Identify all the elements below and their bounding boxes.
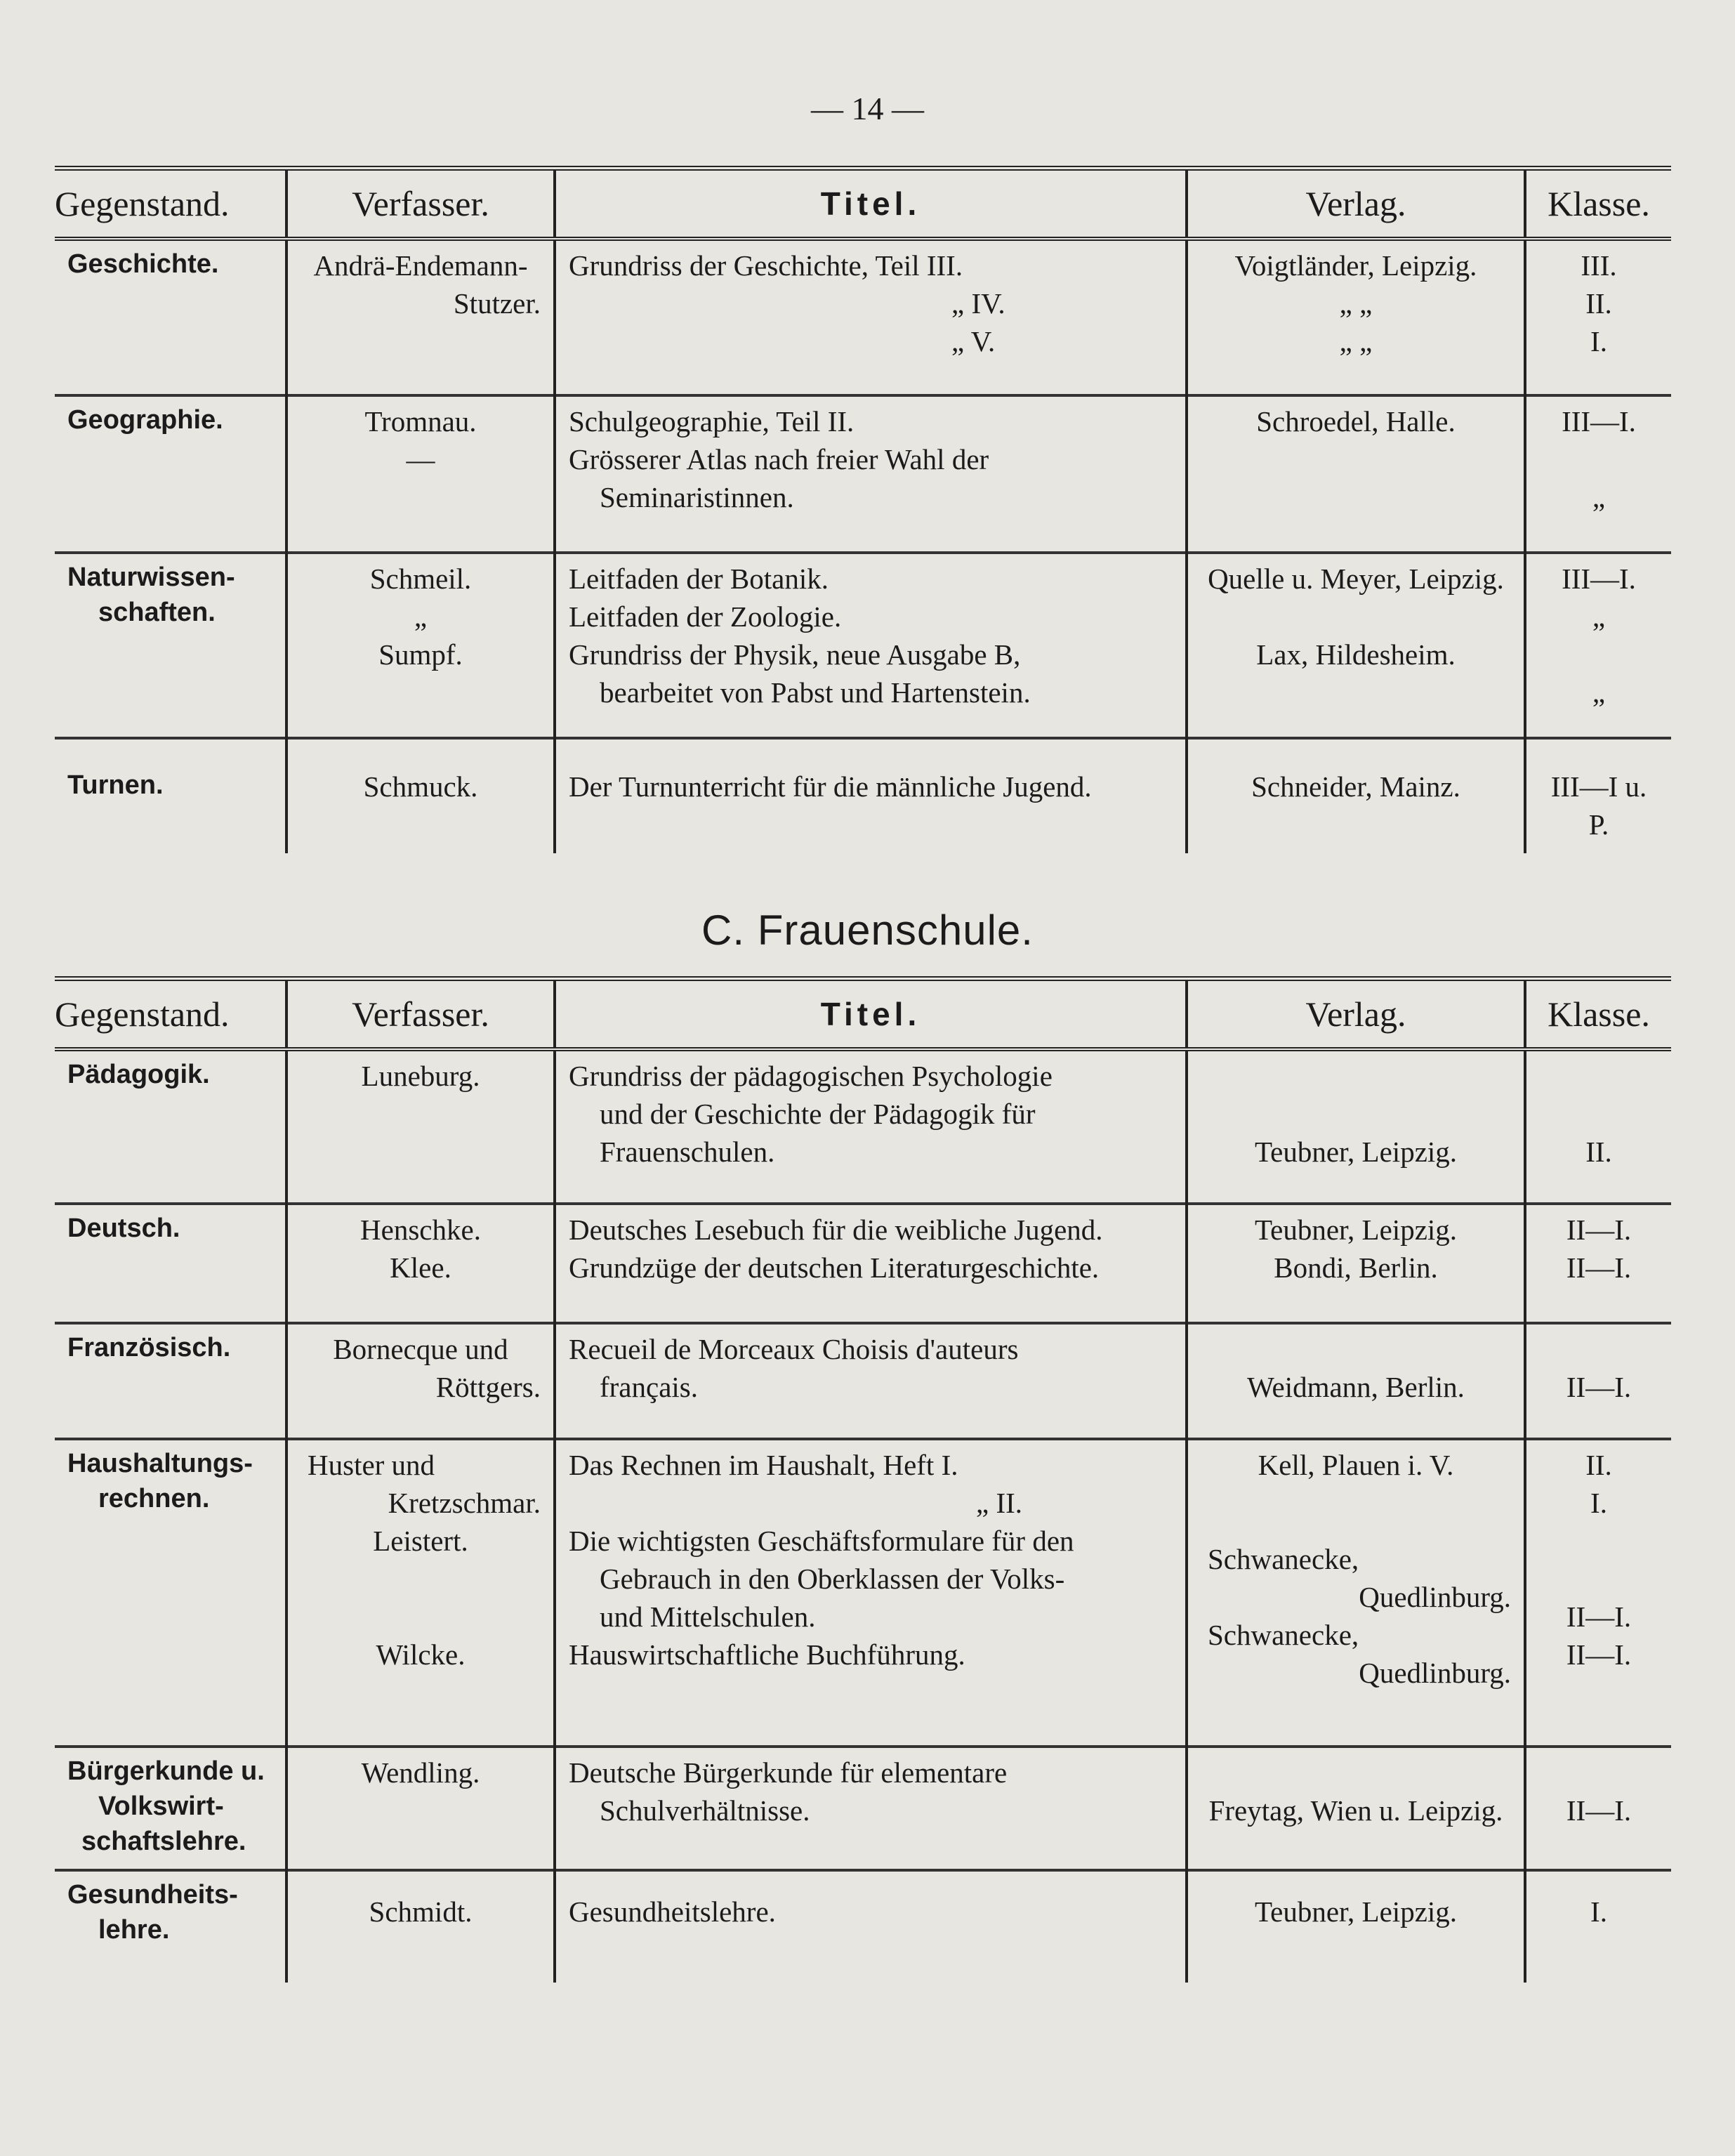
author-cell: Schmuck.	[286, 738, 555, 853]
author-cell: Wendling.	[286, 1747, 555, 1870]
title-cell: Recueil de Morceaux Choisis d'auteurs français.	[555, 1323, 1187, 1439]
publisher-cell: Teubner, Leipzig.	[1187, 1870, 1525, 1983]
table-row	[55, 1323, 1671, 1439]
header-class: Klasse.	[1525, 979, 1671, 1049]
author-cell: Schmidt.	[286, 1870, 555, 1983]
author-cell: Henschke. Klee.	[286, 1204, 555, 1323]
subject-cell: Haushaltungs- rechnen.	[55, 1439, 286, 1747]
class-cell: III—I u. P.	[1525, 738, 1671, 853]
textbook-table-frauenschule	[55, 976, 1671, 1983]
publisher-cell: Weidmann, Berlin.	[1187, 1323, 1525, 1439]
subject-cell: Geographie.	[55, 395, 286, 553]
table-row	[55, 239, 1671, 395]
table-header-row	[55, 169, 1671, 239]
title-cell: Grundriss der pädagogischen Psychologie und der Geschichte der Pädagogik für Frauenschulen.	[555, 1049, 1187, 1204]
title-cell: Deutsches Lesebuch für die weibliche Jugend. Grundzüge der deutschen Literaturgeschichte.	[555, 1204, 1187, 1323]
publisher-cell: Teubner, Leipzig. Bondi, Berlin.	[1187, 1204, 1525, 1323]
table-row	[55, 553, 1671, 738]
author-cell: Andrä-Endemann- Stutzer.	[286, 239, 555, 395]
subject-cell: Französisch.	[55, 1323, 286, 1439]
subject-cell: Deutsch.	[55, 1204, 286, 1323]
class-cell: III—I. „ „	[1525, 553, 1671, 738]
title-cell: Leitfaden der Botanik. Leitfaden der Zoologie. Grundriss der Physik, neue Ausgabe B, bearbeitet von Pabst und Hartenstein.	[555, 553, 1187, 738]
author-cell: Huster und Kretzschmar. Leistert. Wilcke.	[286, 1439, 555, 1747]
table-row	[55, 1870, 1671, 1983]
publisher-cell: Kell, Plauen i. V. Schwanecke, Quedlinburg. Schwanecke, Quedlinburg.	[1187, 1439, 1525, 1747]
header-subject: Gegenstand.	[55, 169, 286, 239]
header-subject: Gegenstand.	[55, 979, 286, 1049]
publisher-cell: Schroedel, Halle.	[1187, 395, 1525, 553]
table-row	[55, 738, 1671, 853]
author-cell: Bornecque und Röttgers.	[286, 1323, 555, 1439]
subject-cell: Bürgerkunde u. Volkswirt- schaftslehre.	[55, 1747, 286, 1870]
class-cell: I.	[1525, 1870, 1671, 1983]
section-heading: C. Frauenschule.	[701, 907, 1034, 954]
class-cell: III. II. I.	[1525, 239, 1671, 395]
title-cell: Schulgeographie, Teil II. Grösserer Atlas nach freier Wahl der Seminaristinnen.	[555, 395, 1187, 553]
publisher-cell: Teubner, Leipzig.	[1187, 1049, 1525, 1204]
title-cell: Grundriss der Geschichte, Teil III. „ IV. „ V.	[555, 239, 1187, 395]
header-author: Verfasser.	[286, 979, 555, 1049]
table-row	[55, 395, 1671, 553]
publisher-cell: Quelle u. Meyer, Leipzig. Lax, Hildesheim.	[1187, 553, 1525, 738]
table-row	[55, 1204, 1671, 1323]
table-row	[55, 1439, 1671, 1747]
author-cell: Schmeil. „ Sumpf.	[286, 553, 555, 738]
header-class: Klasse.	[1525, 169, 1671, 239]
header-publisher: Verlag.	[1187, 169, 1525, 239]
table-row	[55, 1049, 1671, 1204]
publisher-cell: Voigtländer, Leipzig. „ „ „ „	[1187, 239, 1525, 395]
textbook-table-seminar	[55, 166, 1671, 853]
class-cell: II.	[1525, 1049, 1671, 1204]
subject-cell: Turnen.	[55, 738, 286, 853]
class-cell: II—I. II—I.	[1525, 1204, 1671, 1323]
table-header-row	[55, 979, 1671, 1049]
subject-cell: Pädagogik.	[67, 1059, 210, 1089]
class-cell: II—I.	[1525, 1747, 1671, 1870]
author-cell: Tromnau. —	[286, 395, 555, 553]
class-cell: II. I. II—I. II—I.	[1525, 1439, 1671, 1747]
page-number: — 14 —	[811, 91, 924, 126]
title-cell: Der Turnunterricht für die männliche Jugend.	[555, 738, 1187, 853]
title-cell: Gesundheitslehre.	[555, 1870, 1187, 1983]
class-cell: II—I.	[1525, 1323, 1671, 1439]
title-cell: Das Rechnen im Haushalt, Heft I. „ II. Die wichtigsten Geschäftsformulare für den Gebrauch in den Oberklassen der Volks- und Mittelschulen. Hauswirtschaftliche Buchführung.	[555, 1439, 1187, 1747]
title-cell: Deutsche Bürgerkunde für elementare Schulverhältnisse.	[555, 1747, 1187, 1870]
table-row	[55, 1747, 1671, 1870]
author-cell: Luneburg.	[286, 1049, 555, 1204]
publisher-cell: Freytag, Wien u. Leipzig.	[1187, 1747, 1525, 1870]
header-title: Titel.	[555, 169, 1187, 239]
subject-cell: Naturwissen- schaften.	[55, 553, 286, 738]
header-publisher: Verlag.	[1187, 979, 1525, 1049]
subject-cell: Gesundheits- lehre.	[55, 1870, 286, 1983]
header-author: Verfasser.	[286, 169, 555, 239]
publisher-cell: Schneider, Mainz.	[1187, 738, 1525, 853]
class-cell: III—I. „	[1525, 395, 1671, 553]
subject-cell: Geschichte.	[67, 249, 219, 279]
header-title: Titel.	[555, 979, 1187, 1049]
